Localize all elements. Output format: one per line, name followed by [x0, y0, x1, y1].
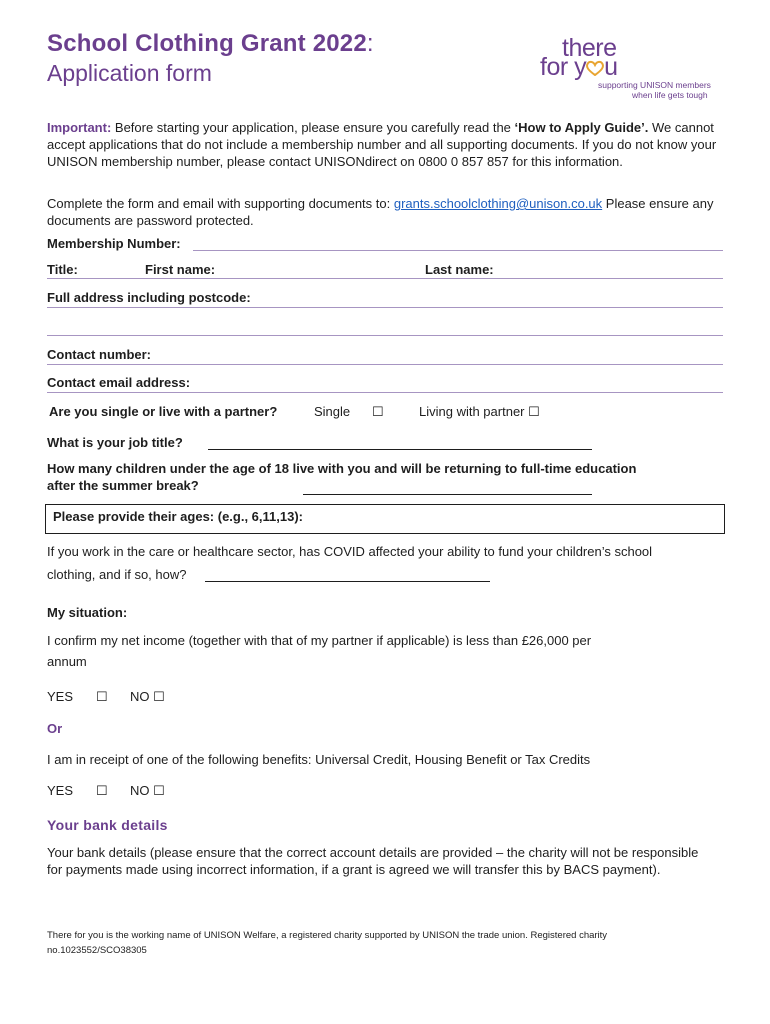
important-label: Important: — [47, 120, 112, 135]
single-checkbox[interactable]: ☐ — [372, 404, 384, 419]
title-label: Title: — [47, 262, 78, 277]
page-title — [47, 30, 374, 58]
address-field-line2[interactable] — [47, 335, 723, 336]
children-question — [47, 460, 727, 494]
benefits-yes-checkbox[interactable]: ☐ — [96, 783, 108, 798]
name-field[interactable] — [47, 278, 723, 279]
footer-line1: There for you is the working name of UNISON Welfare, a registered charity supported by UNISON the trade union. Registered charity — [47, 930, 608, 941]
logo-word-for-you — [540, 53, 618, 82]
heart-icon — [586, 60, 604, 76]
children-question-line2: after the summer break? — [47, 478, 199, 493]
covid-question-line1: If you work in the care or healthcare sector, has COVID affected your ability to fund your children’s school — [47, 544, 653, 559]
income-yes-label: YES — [47, 689, 74, 704]
contact-email-label: Contact email address: — [47, 375, 191, 390]
there-for-you-logo — [540, 34, 715, 104]
membership-field[interactable] — [193, 250, 723, 251]
situation-heading: My situation: — [47, 605, 128, 620]
logo-tagline-2: when life gets tough — [632, 90, 708, 100]
ages-label: Please provide their ages: (e.g., 6,11,13): — [53, 509, 303, 524]
footer-line2: no.1023552/SCO38305 — [47, 945, 147, 956]
email-after: Please ensure any documents are password protected. — [47, 196, 714, 228]
logo-word-there: there — [562, 34, 617, 62]
benefits-statement: I am in receipt of one of the following benefits: Universal Credit, Housing Benefit or Tax Credits — [47, 752, 591, 767]
contact-number-field[interactable] — [47, 364, 723, 365]
benefits-yes-label: YES — [47, 783, 74, 798]
logo-word-for-y: for y — [540, 53, 587, 81]
logo-tagline-1: supporting UNISON members — [598, 80, 711, 90]
email-instructions — [47, 195, 717, 229]
single-partner-question: Are you single or live with a partner? — [49, 404, 278, 419]
job-title-label: What is your job title? — [47, 435, 183, 450]
bank-details-text: Your bank details (please ensure that the correct account details are provided – the charity will not be responsible for payments made using incorrect information, if a grant is agreed we will transfer this by BACS payment). — [47, 845, 699, 877]
children-question-line1: How many children under the age of 18 live with you and will be returning to full-time education — [47, 461, 637, 476]
guide-reference: ‘How to Apply Guide’. — [514, 120, 649, 135]
living-partner-option[interactable]: Living with partner ☐ — [419, 404, 540, 419]
income-confirm-line1: I confirm my net income (together with that of my partner if applicable) is less than £26,000 per — [47, 633, 592, 648]
membership-label: Membership Number: — [47, 236, 181, 251]
email-before: Complete the form and email with supporting documents to: — [47, 196, 394, 211]
contact-number-label: Contact number: — [47, 347, 151, 362]
logo-word-u: u — [604, 53, 618, 81]
email-link[interactable]: grants.schoolclothing@unison.co.uk — [393, 196, 603, 211]
bank-details-heading: Your bank details — [47, 817, 168, 833]
page-subtitle: Application form — [47, 60, 212, 86]
important-notice — [47, 119, 717, 170]
job-title-field[interactable] — [208, 449, 592, 450]
ages-field[interactable] — [45, 504, 725, 534]
last-name-label: Last name: — [425, 262, 494, 277]
address-label: Full address including postcode: — [47, 290, 251, 305]
title-text: School Clothing Grant 2022 — [47, 30, 367, 57]
single-option-label: Single — [314, 404, 351, 419]
contact-email-field[interactable] — [47, 392, 723, 393]
covid-question-line2: clothing, and if so, how? — [47, 567, 187, 582]
title-colon: : — [366, 30, 374, 57]
benefits-no-option[interactable]: NO ☐ — [130, 783, 165, 798]
income-confirm-line2: annum — [47, 654, 87, 669]
income-no-option[interactable]: NO ☐ — [130, 689, 165, 704]
important-rest: We cannot accept applications that do not include a membership number and all supporting documents. If you do not know your UNISON membership number, please contact UNISONdirect on 0800 0 857 857 for this information. — [47, 120, 717, 169]
first-name-label: First name: — [145, 262, 216, 277]
covid-answer-field[interactable] — [205, 581, 490, 582]
important-text: Before starting your application, please ensure you carefully read the — [111, 120, 515, 135]
income-yes-checkbox[interactable]: ☐ — [96, 689, 108, 704]
address-field-line1[interactable] — [47, 307, 723, 308]
children-count-field[interactable] — [303, 494, 592, 495]
footer-note — [47, 928, 687, 958]
or-divider: Or — [47, 721, 63, 736]
